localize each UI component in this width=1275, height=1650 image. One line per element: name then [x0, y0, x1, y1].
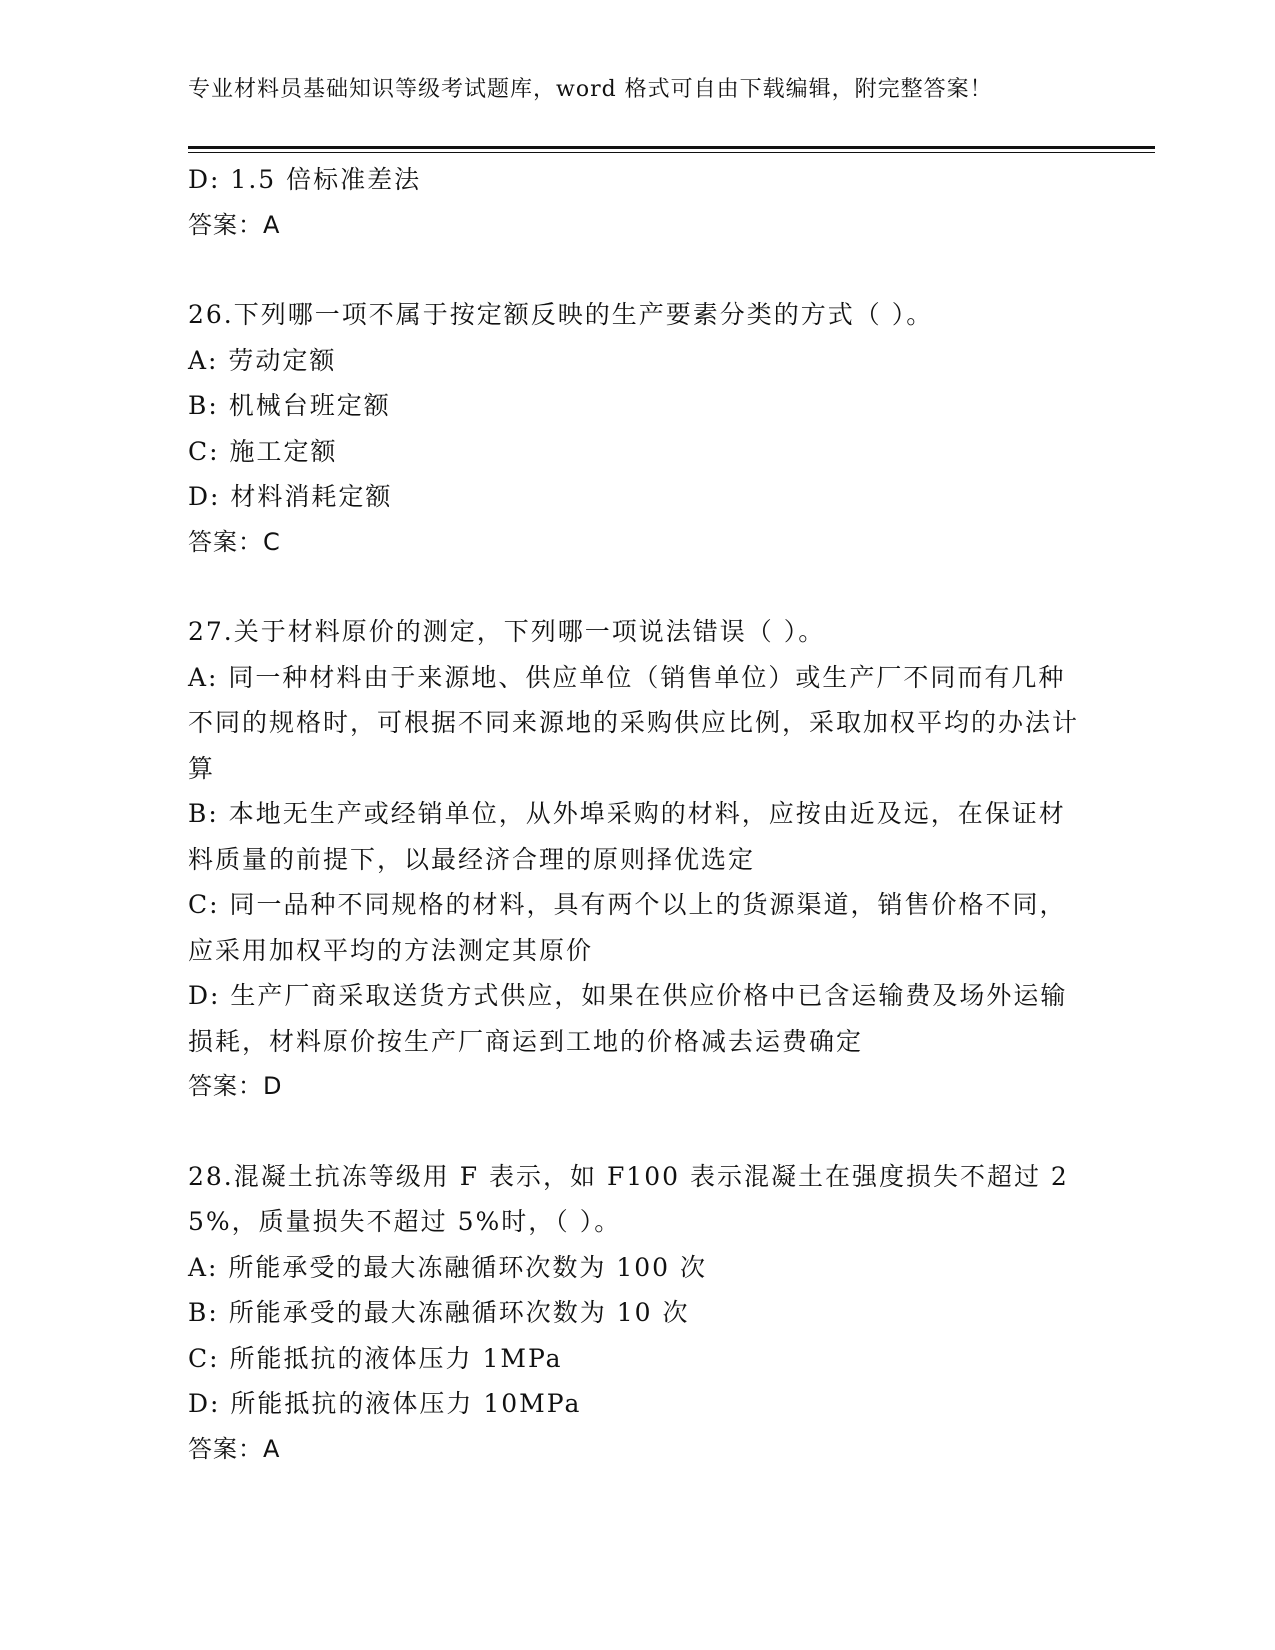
option-d: D: 材料消耗定额	[188, 482, 393, 511]
option-c: C: 同一品种不同规格的材料，具有两个以上的货源渠道，销售价格不同，应采用加权平均的方法测定其原价	[188, 890, 1067, 965]
prev-answer: 答案：A	[188, 210, 281, 239]
option-a: A: 劳动定额	[188, 345, 337, 375]
header-rule-thin	[188, 152, 1155, 153]
option-a: A: 所能承受的最大冻融循环次数为 100 次	[188, 1252, 708, 1282]
option-d: D: 生产厂商采取送货方式供应，如果在供应价格中已含运输费及场外运输损耗，材料原价按生产厂商运到工地的价格减去运费确定	[188, 981, 1068, 1056]
option-d: D: 所能抵抗的液体压力 10MPa	[188, 1389, 582, 1418]
page-header: 专业材料员基础知识等级考试题库，word 格式可自由下载编辑，附完整答案！	[188, 77, 993, 102]
option-b: B: 机械台班定额	[188, 391, 391, 420]
option-b: B: 本地无生产或经销单位，从外埠采购的材料，应按由近及远，在保证材料质量的前提下，以最经济合理的原则择优选定	[188, 799, 1066, 874]
question-stem: 27.关于材料原价的测定，下列哪一项说法错误（ ）。	[188, 617, 826, 646]
question-stem: 28.混凝土抗冻等级用 F 表示，如 F100 表示混凝土在强度损失不超过 25%，质量损失不超过 5%时，（ ）。	[188, 1161, 1069, 1236]
spacer	[188, 1110, 1088, 1154]
question-26	[188, 292, 1088, 565]
prev-option-d: D: 1.5 倍标准差法	[188, 165, 422, 194]
answer: 答案：D	[188, 1072, 283, 1100]
question-27	[188, 609, 1088, 1110]
option-c: C: 所能抵抗的液体压力 1MPa	[188, 1343, 563, 1373]
option-a: A: 同一种材料由于来源地、供应单位（销售单位）或生产厂不同而有几种不同的规格时，可根据不同来源地的采购供应比例，采取加权平均的办法计算	[188, 662, 1080, 783]
spacer	[188, 248, 1088, 292]
header-rule	[188, 146, 1155, 149]
answer: 答案：A	[188, 1434, 281, 1463]
question-content	[188, 157, 1088, 1472]
option-b: B: 所能承受的最大冻融循环次数为 10 次	[188, 1298, 690, 1327]
question-stem: 26.下列哪一项不属于按定额反映的生产要素分类的方式（ ）。	[188, 300, 934, 329]
option-c: C: 施工定额	[188, 436, 338, 466]
question-28	[188, 1154, 1088, 1473]
spacer	[188, 565, 1088, 609]
answer: 答案：C	[188, 527, 281, 556]
